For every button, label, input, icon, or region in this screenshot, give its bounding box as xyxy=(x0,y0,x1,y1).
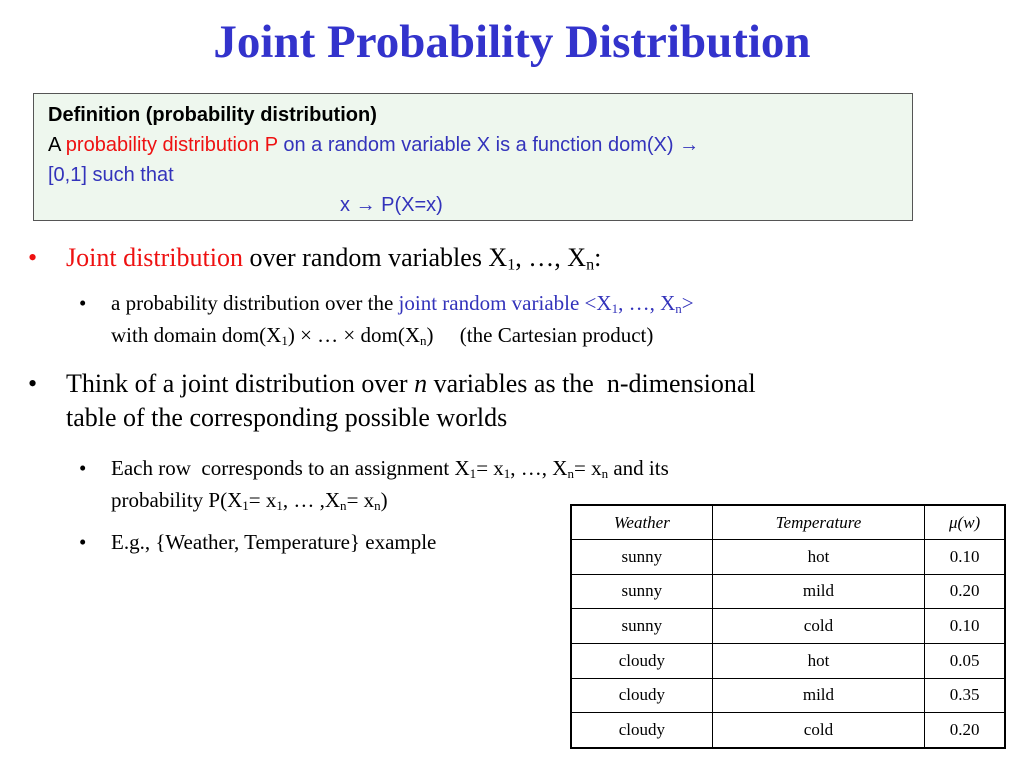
slide-title: Joint Probability Distribution xyxy=(213,16,811,68)
table-row xyxy=(571,609,1005,644)
subscript: 1 xyxy=(242,497,249,513)
bullet-text: , …, X xyxy=(510,456,568,480)
bullet-line-2: table of the corresponding possible worlds xyxy=(66,403,508,432)
bullet-dot: • xyxy=(28,243,38,272)
subscript: n xyxy=(374,497,381,513)
bullet-text: : xyxy=(594,243,602,272)
definition-box xyxy=(33,93,913,221)
cell-temperature: cold xyxy=(712,609,925,644)
table-row xyxy=(571,713,1005,748)
bullet-dot: • xyxy=(79,530,87,554)
cell-probability: 0.10 xyxy=(925,609,1005,644)
joint-random-variable: joint random variable <X xyxy=(398,291,612,315)
cell-probability: 0.10 xyxy=(925,540,1005,575)
header-probability: μ(w) xyxy=(925,505,1005,540)
sub-bullet-example xyxy=(79,526,437,558)
subscript: n xyxy=(675,300,682,316)
mapping-p: P(X=x) xyxy=(375,194,443,216)
sub-bullet-line-1 xyxy=(111,287,694,319)
subscript: n xyxy=(567,465,574,481)
definition-text: on a random variable X is a function dom(X) xyxy=(277,134,680,156)
bullet-text: = x xyxy=(476,456,504,480)
definition-heading: Definition (probability distribution) xyxy=(48,104,377,126)
table-row xyxy=(571,574,1005,609)
mapping-x: x xyxy=(340,194,356,216)
subscript: 1 xyxy=(469,465,477,481)
table-row xyxy=(571,643,1005,678)
arrow-icon: → xyxy=(679,134,700,156)
bullet-text: E.g., {Weather, Temperature} example xyxy=(111,530,437,554)
bullet-text: Think of a joint distribution over xyxy=(66,369,415,398)
subscript: 1 xyxy=(507,256,516,274)
definition-article: A xyxy=(48,134,66,156)
bullet-text: probability P(X xyxy=(111,488,243,512)
header-weather: Weather xyxy=(571,505,712,540)
bullet-text: and its xyxy=(608,456,669,480)
bullet-text: over random variables X xyxy=(242,243,508,272)
bullet-text: ) (the Cartesian product) xyxy=(426,323,654,347)
subscript: 1 xyxy=(281,332,288,348)
sub-bullet-line-2 xyxy=(111,319,694,351)
bullet-joint-distribution xyxy=(28,241,602,275)
bullet-text: ) xyxy=(380,488,388,512)
bullet-line-1 xyxy=(66,367,756,401)
joint-random-variable: > xyxy=(681,291,694,315)
italic-n: n xyxy=(414,369,428,398)
bullet-text: , …, X xyxy=(515,243,587,272)
bullet-text: variables as the n-dimensional xyxy=(427,369,756,398)
cell-probability: 0.20 xyxy=(925,574,1005,609)
cell-weather: sunny xyxy=(571,540,712,575)
cell-weather: cloudy xyxy=(571,678,712,713)
bullet-text: = x xyxy=(346,488,375,512)
subscript: n xyxy=(601,465,609,481)
bullet-text: with domain dom(X xyxy=(111,323,282,347)
bullet-dot: • xyxy=(79,456,87,480)
sub-bullet-joint-variable xyxy=(79,287,694,351)
bullet-dot: • xyxy=(28,369,38,398)
cell-temperature: hot xyxy=(712,643,925,678)
subscript: n xyxy=(340,497,347,513)
bullet-text: a probability distribution over the xyxy=(111,291,399,315)
cell-weather: sunny xyxy=(571,609,712,644)
table-header-row xyxy=(571,505,1005,540)
cell-weather: cloudy xyxy=(571,713,712,748)
table-row xyxy=(571,678,1005,713)
bullet-text: = x xyxy=(573,456,602,480)
subscript: 1 xyxy=(611,300,619,316)
bullet-n-dimensional-table xyxy=(28,367,756,435)
definition-line-2: [0,1] such that xyxy=(48,164,174,186)
joint-distribution-term: Joint distribution xyxy=(66,243,243,272)
bullet-text: , … ,X xyxy=(282,488,341,512)
cell-weather: sunny xyxy=(571,574,712,609)
header-temperature: Temperature xyxy=(712,505,925,540)
joint-random-variable: , …, X xyxy=(618,291,676,315)
cell-temperature: cold xyxy=(712,713,925,748)
subscript: 1 xyxy=(503,465,511,481)
cell-temperature: mild xyxy=(712,574,925,609)
cell-temperature: hot xyxy=(712,540,925,575)
bullet-text: ) × … × dom(X xyxy=(287,323,421,347)
table-row xyxy=(571,540,1005,575)
weather-temperature-table xyxy=(570,504,1006,749)
subscript: n xyxy=(586,256,595,274)
cell-probability: 0.20 xyxy=(925,713,1005,748)
definition-term: probability distribution P xyxy=(65,134,278,156)
arrow-icon: → xyxy=(355,194,376,216)
definition-mapping xyxy=(48,190,898,220)
bullet-text: Each row corresponds to an assignment X xyxy=(111,456,470,480)
cell-temperature: mild xyxy=(712,678,925,713)
subscript: 1 xyxy=(276,497,283,513)
sub-bullet-line-1 xyxy=(111,452,669,484)
subscript: n xyxy=(420,332,427,348)
bullet-text: = x xyxy=(248,488,277,512)
cell-probability: 0.05 xyxy=(925,643,1005,678)
definition-line-1 xyxy=(48,130,898,160)
cell-weather: cloudy xyxy=(571,643,712,678)
bullet-dot: • xyxy=(79,291,87,315)
cell-probability: 0.35 xyxy=(925,678,1005,713)
